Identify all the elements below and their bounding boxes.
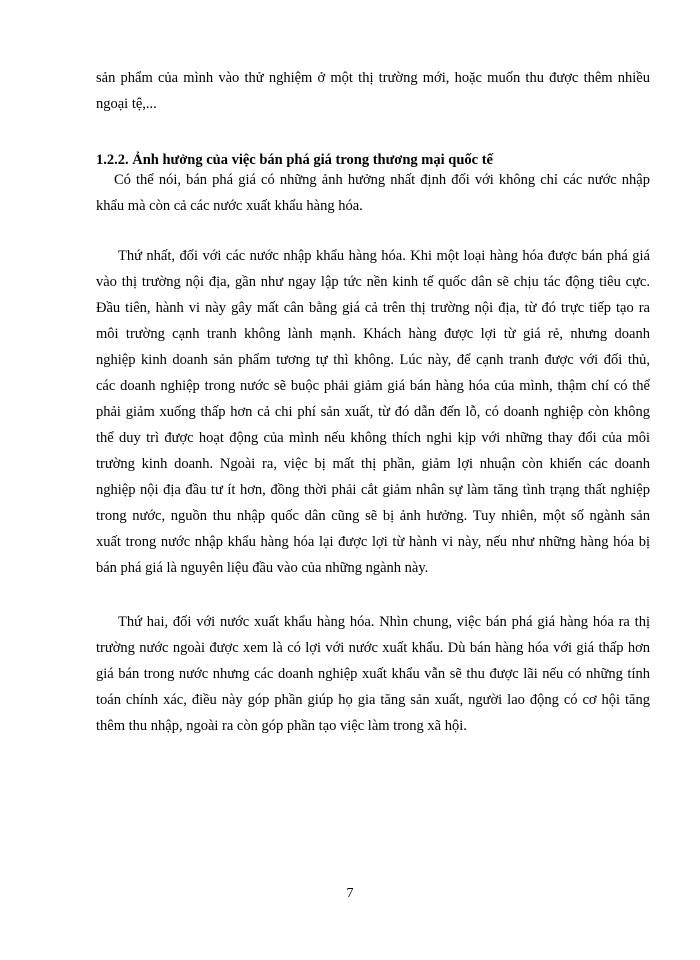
body-text-line: Có thể nói, bán phá giá có những ảnh hưởng nhất định đối với không chỉ các nước nhập: [114, 172, 650, 188]
body-text-line: Thứ hai, đối với nước xuất khẩu hàng hóa. Nhìn chung, việc bán phá giá hàng hóa ra thị: [118, 614, 650, 630]
body-text-line: ngoại tệ,...: [96, 96, 157, 112]
body-text-line: phải giảm xuống thấp hơn cả chi phí sản xuất, từ đó dẫn đến lỗ, có doanh nghiệp còn không: [96, 404, 650, 420]
section-heading: 1.2.2. Ảnh hưởng của việc bán phá giá trong thương mại quốc tế: [96, 152, 493, 168]
body-text-line: Thứ nhất, đối với các nước nhập khẩu hàng hóa. Khi một loại hàng hóa được bán phá giá: [118, 248, 650, 264]
body-text-line: thêm thu nhập, ngoài ra còn góp phần tạo việc làm trong xã hội.: [96, 718, 467, 734]
body-text-line: Đầu tiên, hành vi này gây mất cân bằng giá cả trên thị trường nội địa, từ đó trực tiếp tạo ra: [96, 300, 650, 316]
page-number: 7: [346, 886, 354, 901]
body-text-line: thể duy trì được hoạt động của mình nếu không thích nghi kịp với những thay đổi của môi: [96, 430, 650, 446]
body-text-line: xuất trong nước nhập khẩu hàng hóa lại được lợi từ hành vi này, nếu như những hàng hóa bị: [96, 534, 650, 550]
body-text-line: trong nước, nguồn thu nhập quốc dân cũng sẽ bị ảnh hưởng. Tuy nhiên, một số ngành sản: [96, 508, 650, 524]
body-text-line: giá bán trong nước nhưng các doanh nghiệp xuất khẩu vẫn sẽ thu được lãi nếu có những tính: [96, 666, 650, 682]
body-text-line: toán chính xác, điều này góp phần giúp họ gia tăng sản xuất, người lao động có cơ hội tăng: [96, 692, 650, 708]
body-text-line: vào thị trường nội địa, gần như ngay lập tức nền kinh tế quốc dân sẽ chịu tác động tiêu cực.: [96, 274, 650, 290]
body-text-line: khẩu mà còn cả các nước xuất khẩu hàng hóa.: [96, 198, 363, 214]
body-text-line: nghiệp kinh doanh sản phẩm tương tự thì không. Lúc này, để cạnh tranh được với đối thủ,: [96, 352, 650, 368]
body-text-line: sản phẩm của mình vào thử nghiệm ở một thị trường mới, hoặc muốn thu được thêm nhiều: [96, 70, 650, 86]
body-text-line: các doanh nghiệp trong nước sẽ buộc phải giảm giá bán hàng hóa của mình, thậm chí có thể: [96, 378, 650, 394]
body-text-line: trường kinh doanh. Ngoài ra, việc bị mất thị phần, giảm lợi nhuận còn khiến các doanh: [96, 456, 650, 472]
body-text-line: nghiệp nội địa đầu tư ít hơn, đồng thời phải cắt giảm nhân sự làm tăng tình trạng thất nghiệp: [96, 482, 650, 498]
body-text-line: trường nước ngoài được xem là có lợi với nước xuất khẩu. Dù bán hàng hóa với giá thấp hơn: [96, 640, 650, 656]
body-text-line: bán phá giá là nguyên liệu đầu vào của những ngành này.: [96, 560, 429, 576]
body-text-line: môi trường cạnh tranh không lành mạnh. Khách hàng được lợi từ giá rẻ, nhưng doanh: [96, 326, 650, 342]
